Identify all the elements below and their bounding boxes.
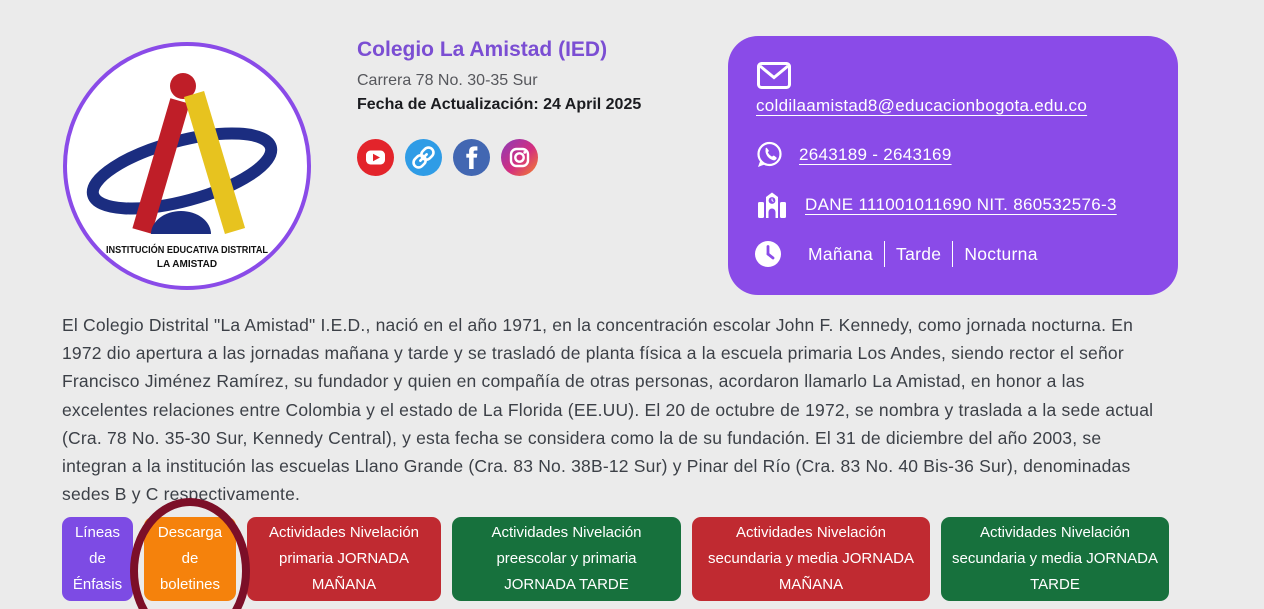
button-nivelacion-primaria-manana[interactable]: Actividades Nivelación primaria JORNADA MAÑANA	[247, 517, 441, 601]
button-nivelacion-secundaria-media-manana[interactable]: Actividades Nivelación secundaria y media JORNADA MAÑANA	[692, 517, 930, 601]
schedule	[797, 241, 1049, 267]
svg-text:INSTITUCIÓN EDUCATIVA DISTRITA: INSTITUCIÓN EDUCATIVA DISTRITAL	[106, 245, 284, 256]
schedule-morning: Mañana	[808, 243, 874, 264]
contact-card	[728, 36, 1178, 295]
button-descarga-de-boletines[interactable]: Descarga de boletines	[144, 517, 236, 601]
about-text: El Colegio Distrital "La Amistad" I.E.D., nació en el año 1971, en la concentración escolar John F. Kennedy, como jornada nocturna. En 1972 dio apertura a las jornadas mañana y tarde y se trasladó de planta física a la escuela primaria Los Andes, siendo rector el señor Francisco Jiménez Ramírez, su fundador y quien en compañía de otras personas, acordaron llamarlo La Amistad, en honor a las excelentes relaciones entre Colombia y el estado de La Florida (EE.UU). El 20 de octubre de 1972, se nombra y traslada a la sede actual (Cra. 78 No. 35-30 Sur, Kennedy Central), y esta fecha se considera como la de su fundación. El 31 de diciembre del año 2003, se integran a la institución las escuelas Llano Grande (Cra. 83 No. 38B-12 Sur) y Pinar del Río (Cra. 83 No. 40 Bis-36 Sur), denominadas sedes B y C respectivamente.	[62, 315, 1154, 505]
instagram-icon[interactable]	[501, 139, 538, 176]
school-logo-artwork	[67, 46, 307, 286]
svg-text:LA AMISTAD: LA AMISTAD	[156, 259, 218, 270]
link-icon[interactable]	[405, 139, 442, 176]
school-address: Carrera 78 No. 30-35 Sur	[357, 72, 538, 89]
whatsapp-icon	[754, 140, 784, 170]
email-link[interactable]: coldilaamistad8@educacionbogota.edu.co	[756, 96, 1088, 115]
button-nivelacion-secundaria-media-tarde[interactable]: Actividades Nivelación secundaria y media JORNADA TARDE	[941, 517, 1169, 601]
page-title: Colegio La Amistad (IED)	[357, 38, 608, 61]
action-buttons	[62, 517, 1169, 601]
button-lineas-de-enfasis[interactable]: Líneas de Énfasis	[62, 517, 133, 601]
dane-nit-link[interactable]: DANE 111001011690 NIT. 860532576-3	[805, 195, 1117, 214]
facebook-icon[interactable]	[453, 139, 490, 176]
phone-link[interactable]: 2643189 - 2643169	[799, 145, 952, 164]
youtube-icon[interactable]	[357, 139, 394, 176]
update-date: Fecha de Actualización: 24 April 2025	[357, 96, 642, 113]
button-nivelacion-preescolar-primaria-tarde[interactable]: Actividades Nivelación preescolar y primaria JORNADA TARDE	[452, 517, 681, 601]
social-links	[357, 139, 538, 176]
school-logo	[63, 42, 311, 290]
schedule-afternoon: Tarde	[896, 243, 942, 264]
schedule-night: Nocturna	[964, 243, 1038, 264]
school-building-icon	[754, 188, 790, 222]
mail-icon	[757, 62, 791, 89]
clock-icon	[754, 240, 782, 268]
